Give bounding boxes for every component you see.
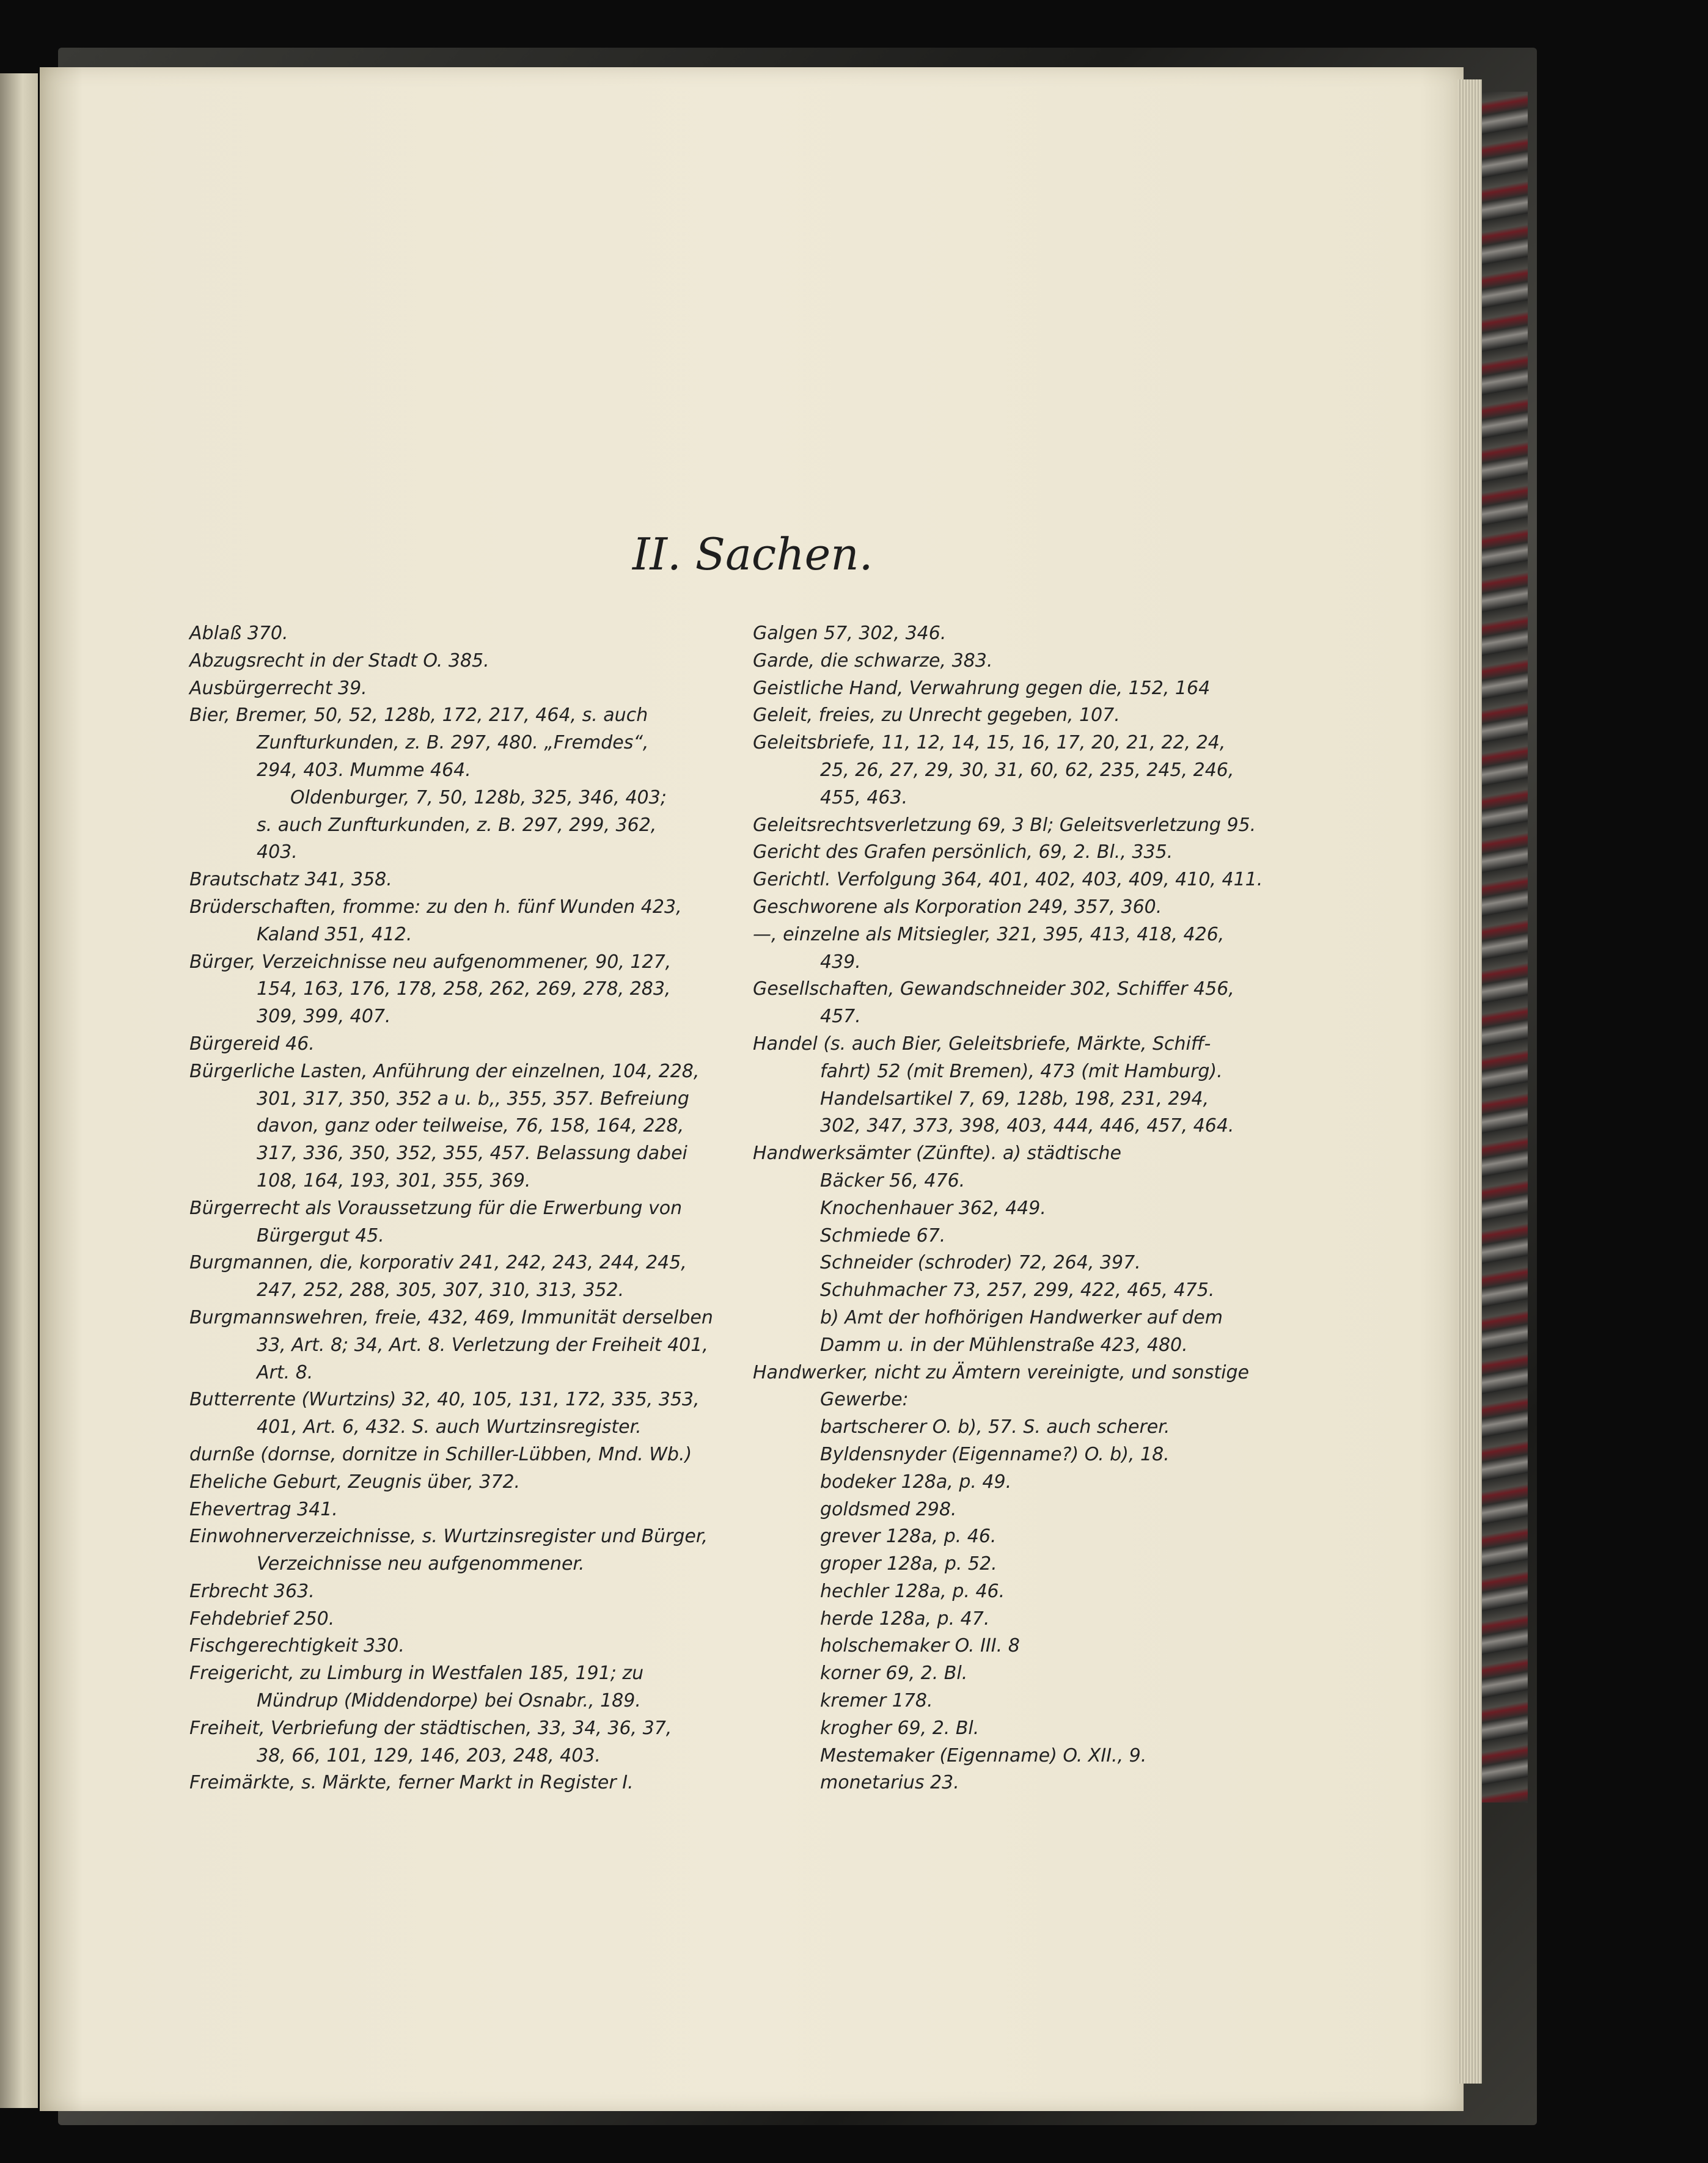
index-entry: 455, 463. <box>820 786 908 808</box>
index-entry: groper 128a, p. 52. <box>820 1553 997 1575</box>
index-entry: davon, ganz oder teilweise, 76, 158, 164, 228, <box>257 1115 684 1137</box>
index-entry: Bürgerliche Lasten, Anführung der einzelnen, 104, 228, <box>189 1060 700 1082</box>
index-column-right <box>753 620 1291 1797</box>
index-entry: 33, Art. 8; 34, Art. 8. Verletzung der Freiheit 401, <box>257 1334 708 1356</box>
index-entry: Eheliche Geburt, Zeugnis über, 372. <box>189 1471 521 1493</box>
index-entry: 302, 347, 373, 398, 403, 444, 446, 457, 464. <box>820 1115 1234 1137</box>
index-entry: b) Amt der hofhörigen Handwerker auf dem <box>820 1306 1223 1328</box>
index-entry: 301, 317, 350, 352 a u. b,, 355, 357. Befreiung <box>257 1088 689 1110</box>
index-entry: Freigericht, zu Limburg in Westfalen 185, 191; zu <box>189 1663 644 1685</box>
page-stack-edge <box>1457 79 1482 2084</box>
index-entry: Geleit, freies, zu Unrecht gegeben, 107. <box>753 705 1120 726</box>
index-entry: 403. <box>257 841 298 863</box>
index-entry: Einwohnerverzeichnisse, s. Wurtzinsregister und Bürger, <box>189 1526 708 1548</box>
index-entry: Ablaß 370. <box>189 623 288 644</box>
index-entry: Gewerbe: <box>820 1389 909 1411</box>
index-entry: Geleitsbriefe, 11, 12, 14, 15, 16, 17, 20, 21, 22, 24, <box>753 732 1226 754</box>
index-entry: Mündrup (Middendorpe) bei Osnabr., 189. <box>257 1690 641 1712</box>
index-entry: bodeker 128a, p. 49. <box>820 1471 1012 1493</box>
index-entry: 154, 163, 176, 178, 258, 262, 269, 278, 283, <box>257 978 671 1000</box>
index-entry: Schuhmacher 73, 257, 299, 422, 465, 475. <box>820 1279 1215 1301</box>
index-column-left <box>189 620 727 1797</box>
index-entry: Geschworene als Korporation 249, 357, 360. <box>753 896 1162 918</box>
index-entry: Abzugsrecht in der Stadt O. 385. <box>189 650 489 672</box>
index-entry: 309, 399, 407. <box>257 1006 391 1028</box>
index-entry: Brautschatz 341, 358. <box>189 869 392 891</box>
index-entry: krogher 69, 2. Bl. <box>820 1717 980 1739</box>
index-entry: Byldensnyder (Eigenname?) O. b), 18. <box>820 1443 1170 1465</box>
index-entry: 457. <box>820 1006 861 1028</box>
index-entry: Schmiede 67. <box>820 1224 946 1246</box>
index-entry: Handwerker, nicht zu Ämtern vereinigte, und sonstige <box>753 1361 1249 1383</box>
index-entry: Fehdebrief 250. <box>189 1608 335 1630</box>
index-entry: Handwerksämter (Zünfte). a) städtische <box>753 1143 1122 1165</box>
index-entry: Bürgerrecht als Voraussetzung für die Erwerbung von <box>189 1197 683 1219</box>
index-entry: Zunfturkunden, z. B. 297, 480. „Fremdes“, <box>257 732 649 754</box>
index-entry: 401, Art. 6, 432. S. auch Wurtzinsregister. <box>257 1416 642 1438</box>
index-entry: Handel (s. auch Bier, Geleitsbriefe, Märkte, Schiff- <box>753 1033 1211 1055</box>
facing-page-edge <box>0 73 38 2108</box>
index-entry: Mestemaker (Eigenname) O. XII., 9. <box>820 1744 1147 1766</box>
index-entry: Bier, Bremer, 50, 52, 128b, 172, 217, 464, s. auch <box>189 705 648 726</box>
index-entry: Galgen 57, 302, 346. <box>753 623 947 644</box>
index-entry: —, einzelne als Mitsiegler, 321, 395, 413, 418, 426, <box>753 923 1225 945</box>
index-entry: herde 128a, p. 47. <box>820 1608 990 1630</box>
index-entry: Gesellschaften, Gewandschneider 302, Schiffer 456, <box>753 978 1234 1000</box>
index-entry: Burgmannen, die, korporativ 241, 242, 243, 244, 245, <box>189 1252 687 1274</box>
index-entry: 38, 66, 101, 129, 146, 203, 248, 403. <box>257 1744 601 1766</box>
index-entry: grever 128a, p. 46. <box>820 1526 997 1548</box>
index-entry: hechler 128a, p. 46. <box>820 1580 1005 1602</box>
index-entry: goldsmed 298. <box>820 1498 957 1520</box>
index-entry: 439. <box>820 951 861 973</box>
index-entry: Geleitsrechtsverletzung 69, 3 Bl; Geleitsverletzung 95. <box>753 814 1256 836</box>
index-entry: Schneider (schroder) 72, 264, 397. <box>820 1252 1141 1274</box>
index-entry: Butterrente (Wurtzins) 32, 40, 105, 131, 172, 335, 353, <box>189 1389 700 1411</box>
index-entry: holschemaker O. III. 8 <box>820 1635 1020 1657</box>
index-entry: Gericht des Grafen persönlich, 69, 2. Bl., 335. <box>753 841 1173 863</box>
index-entry: Ausbürgerrecht 39. <box>189 677 367 699</box>
index-entry: Erbrecht 363. <box>189 1580 315 1602</box>
index-entry: Burgmannswehren, freie, 432, 469, Immunität derselben <box>189 1306 713 1328</box>
index-entry: s. auch Zunfturkunden, z. B. 297, 299, 362, <box>257 814 657 836</box>
index-entry: 108, 164, 193, 301, 355, 369. <box>257 1169 531 1191</box>
index-entry: 294, 403. Mumme 464. <box>257 759 471 781</box>
section-heading: II. Sachen. <box>632 529 873 580</box>
index-entry: kremer 178. <box>820 1690 933 1712</box>
index-entry: 25, 26, 27, 29, 30, 31, 60, 62, 235, 245, 246, <box>820 759 1234 781</box>
index-entry: Bürgereid 46. <box>189 1033 315 1055</box>
index-entry: Fischgerechtigkeit 330. <box>189 1635 405 1657</box>
index-entry: Freimärkte, s. Märkte, ferner Markt in Register I. <box>189 1772 634 1794</box>
index-entry: Garde, die schwarze, 383. <box>753 650 993 672</box>
index-entry: durnße (dornse, dornitze in Schiller-Lübben, Mnd. Wb.) <box>189 1443 692 1465</box>
index-entry: Verzeichnisse neu aufgenommener. <box>257 1553 585 1575</box>
index-entry: Bürger, Verzeichnisse neu aufgenommener, 90, 127, <box>189 951 672 973</box>
index-entry: Ehevertrag 341. <box>189 1498 338 1520</box>
index-entry: Brüderschaften, fromme: zu den h. fünf Wunden 423, <box>189 896 682 918</box>
index-entry: Freiheit, Verbriefung der städtischen, 33, 34, 36, 37, <box>189 1717 672 1739</box>
index-entry: Bäcker 56, 476. <box>820 1169 966 1191</box>
index-entry: Oldenburger, 7, 50, 128b, 325, 346, 403; <box>290 786 667 808</box>
index-entry: Knochenhauer 362, 449. <box>820 1197 1046 1219</box>
index-entry: Kaland 351, 412. <box>257 923 412 945</box>
marbled-edge <box>1479 92 1528 1802</box>
index-entry: korner 69, 2. Bl. <box>820 1663 968 1685</box>
index-entry: Damm u. in der Mühlenstraße 423, 480. <box>820 1334 1188 1356</box>
index-entry: Art. 8. <box>257 1361 313 1383</box>
index-entry: bartscherer O. b), 57. S. auch scherer. <box>820 1416 1170 1438</box>
index-entry: Geistliche Hand, Verwahrung gegen die, 152, 164 <box>753 677 1211 699</box>
index-entry: Handelsartikel 7, 69, 128b, 198, 231, 294, <box>820 1088 1209 1110</box>
index-entry: 247, 252, 288, 305, 307, 310, 313, 352. <box>257 1279 625 1301</box>
index-entry: fahrt) 52 (mit Bremen), 473 (mit Hamburg). <box>820 1060 1223 1082</box>
index-entry: Gerichtl. Verfolgung 364, 401, 402, 403, 409, 410, 411. <box>753 869 1263 891</box>
index-entry: Bürgergut 45. <box>257 1224 384 1246</box>
index-entry: 317, 336, 350, 352, 355, 457. Belassung dabei <box>257 1143 687 1165</box>
index-entry: monetarius 23. <box>820 1772 959 1794</box>
